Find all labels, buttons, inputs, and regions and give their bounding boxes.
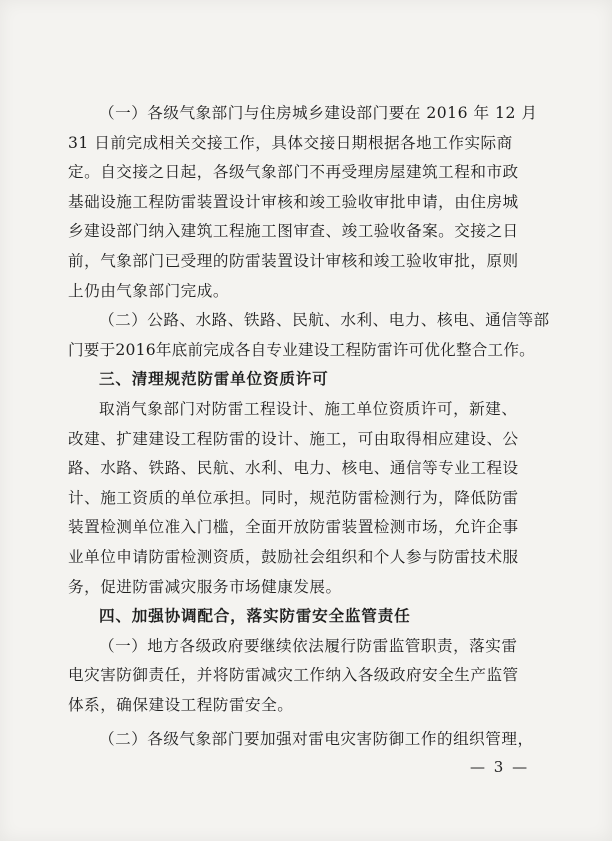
- text-line: 前，气象部门已受理的防雷装置设计审核和竣工验收审批，原则: [68, 252, 519, 270]
- page-number: — 3 —: [470, 758, 530, 776]
- text-line: 体系，确保建设工程防雷安全。: [68, 696, 294, 714]
- section-heading: 四、加强协调配合，落实防雷安全监管责任: [99, 606, 411, 626]
- text-line: （一）各级气象部门与住房城乡建设部门要在 2016 年 12 月: [99, 104, 538, 122]
- section-heading: 三、清理规范防雷单位资质许可: [99, 369, 329, 389]
- text-line: 路、水路、铁路、民航、水利、电力、核电、通信等专业工程设: [68, 459, 519, 478]
- text-line: 乡建设部门纳入建筑工程施工图审查、竣工验收备案。交接之日: [68, 222, 519, 241]
- text-line: 业单位申请防雷检测资质，鼓励社会组织和个人参与防雷技术服: [68, 548, 519, 566]
- text-line: 计、施工资质的单位承担。同时，规范防雷检测行为，降低防雷: [68, 488, 519, 507]
- text-line: 门要于2016年底前完成各自专业建设工程防雷许可优化整合工作。: [68, 340, 535, 359]
- text-line: 改建、扩建建设工程防雷的设计、施工，可由取得相应建设、公: [68, 429, 519, 448]
- text-line: （二）公路、水路、铁路、民航、水利、电力、核电、通信等部: [99, 311, 550, 330]
- text-line: （二）各级气象部门要加强对雷电灾害防御工作的组织管理，: [99, 729, 534, 748]
- text-line: 31 日前完成相关交接工作，具体交接日期根据各地工作实际商: [68, 133, 513, 152]
- text-line: 电灾害防御责任，并将防雷减灾工作纳入各级政府安全生产监管: [68, 666, 519, 685]
- text-line: 基础设施工程防雷装置设计审核和竣工验收审批申请，由住房城: [68, 192, 519, 211]
- text-line: 取消气象部门对防雷工程设计、施工单位资质许可，新建、: [99, 400, 518, 418]
- text-line: 上仍由气象部门完成。: [68, 281, 229, 300]
- text-line: 务，促进防雷减灾服务市场健康发展。: [68, 577, 342, 596]
- text-line: 定。自交接之日起，各级气象部门不再受理房屋建筑工程和市政: [68, 163, 519, 182]
- text-line: 装置检测单位准入门槛，全面开放防雷装置检测市场，允许企事: [68, 518, 519, 537]
- text-line: （一）地方各级政府要继续依法履行防雷监管职责，落实雷: [99, 636, 518, 655]
